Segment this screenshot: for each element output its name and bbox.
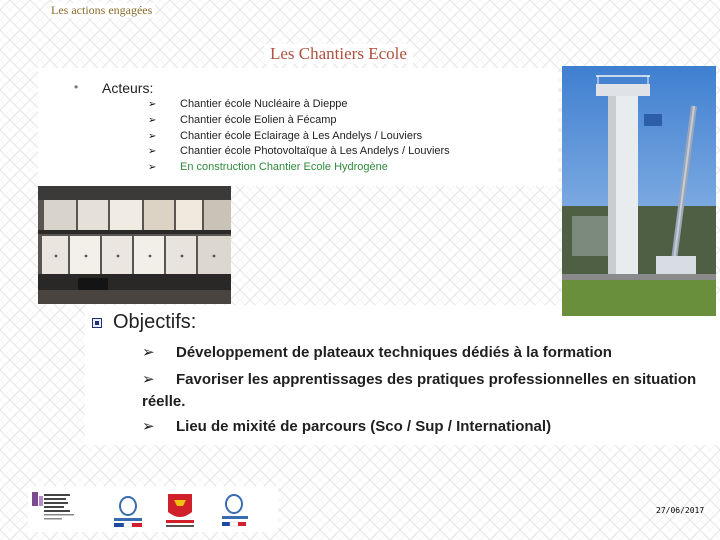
workshop-photo	[38, 186, 231, 304]
objectif-item: ➢ Développement de plateaux techniques dédiés à la formation	[142, 344, 612, 361]
arrow-bullet-icon: ➢	[148, 130, 157, 142]
acteurs-label: Acteurs:	[102, 80, 154, 96]
bullet-dot: •	[74, 80, 79, 94]
list-item: ➢ Chantier école Eolien à Fécamp	[148, 113, 450, 129]
arrow-bullet-icon: ➢	[148, 146, 157, 158]
footer-date: 27/06/2017	[656, 506, 705, 515]
slide-title: Les Chantiers Ecole	[264, 44, 413, 64]
arrow-bullet-icon: ➢	[148, 162, 157, 174]
objectif-item: ➢ Favoriser les apprentissages des pratiques professionnelles en situation réelle.	[142, 371, 697, 410]
section-label: Les actions engagées	[48, 3, 155, 18]
objectifs-label: Objectifs:	[113, 311, 197, 333]
checkbox-bullet-icon	[92, 318, 102, 328]
list-item: ➢ Chantier école Eclairage à Les Andelys / Louviers	[148, 129, 450, 145]
list-item-highlight: ➢ En construction Chantier Ecole Hydrogène	[148, 160, 450, 176]
arrow-bullet-icon: ➢	[142, 418, 155, 435]
arrow-bullet-icon: ➢	[148, 114, 157, 126]
arrow-bullet-icon: ➢	[142, 344, 155, 361]
list-item: ➢ Chantier école Nucléaire à Dieppe	[148, 97, 450, 113]
tower-photo	[562, 66, 716, 316]
acteurs-list	[148, 97, 450, 176]
arrow-bullet-icon: ➢	[142, 371, 155, 388]
list-item: ➢ Chantier école Photovoltaïque à Les Andelys / Louviers	[148, 144, 450, 160]
objectif-item: ➢ Lieu de mixité de parcours (Sco / Sup / International)	[142, 418, 552, 435]
arrow-bullet-icon: ➢	[148, 99, 157, 110]
partner-logos	[28, 486, 278, 532]
